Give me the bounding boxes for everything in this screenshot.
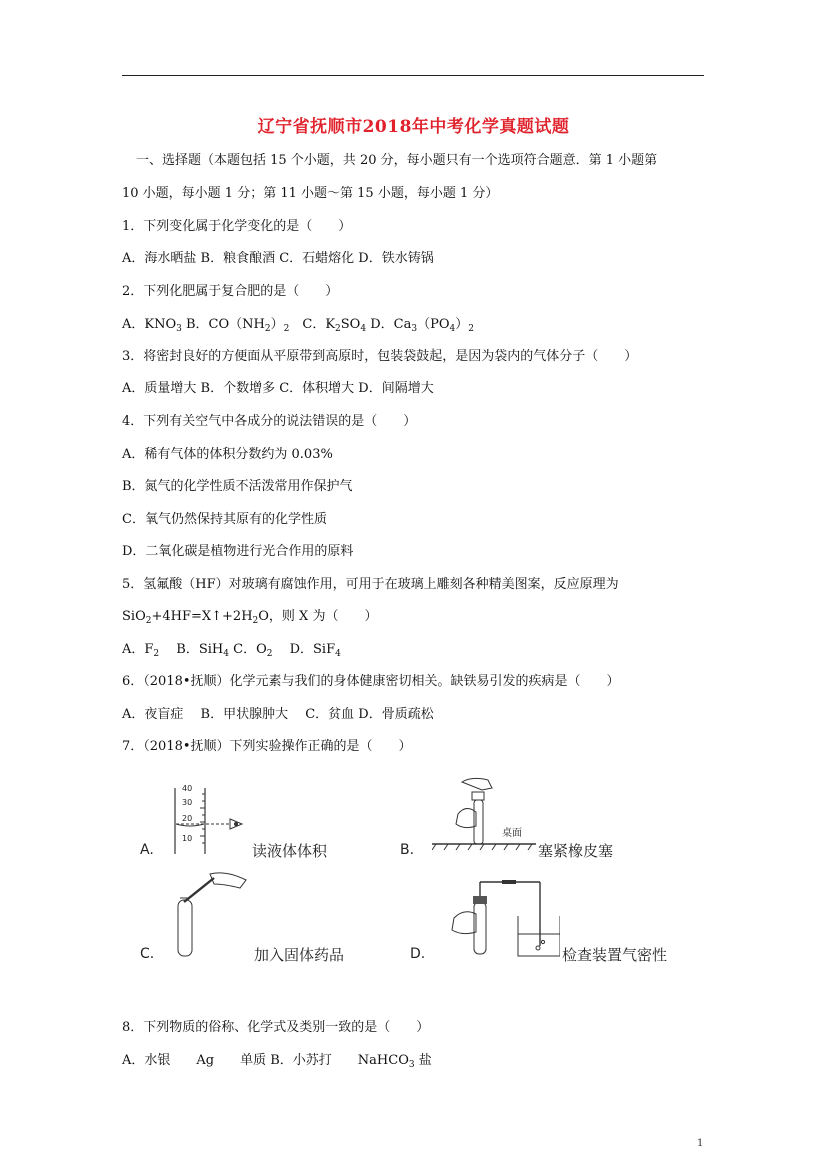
q3-stem: 3．将密封良好的方便面从平原带到高原时，包装袋鼓起，是因为袋内的气体分子（ ） <box>122 349 638 364</box>
fig-a-caption: 读液体体积 <box>252 842 328 860</box>
q5-options: A．$F_2$ B．SiH$_4$ C．$O_2$ D．SiF$_4$ <box>122 642 341 659</box>
page-number: 1 <box>697 1138 704 1149</box>
tick-label-40: 40 <box>182 784 193 793</box>
tick-label-20: 20 <box>182 814 193 823</box>
q4-option-b: B．氮气的化学性质不活泼常用作保护气 <box>122 479 353 494</box>
airtightness-figure <box>444 878 560 958</box>
q4-option-c: C．氧气仍然保持其原有的化学性质 <box>122 512 327 527</box>
stopper-test-tube-figure <box>432 774 536 854</box>
q1-stem: 1．下列变化属于化学变化的是（ ） <box>122 219 352 234</box>
graduated-cylinder-figure <box>160 782 260 856</box>
solid-reagent-figure <box>170 868 254 958</box>
q8-stem: 8．下列物质的俗称、化学式及类别一致的是（ ） <box>122 1020 430 1035</box>
fig-a-letter: A. <box>140 842 154 858</box>
section-intro-line1: 一、选择题（本题包括 15 个小题，共 20 分，每小题只有一个选项符合题意．第 1 小题第 <box>136 153 658 168</box>
q1-options: A．海水晒盐 B．粮食酿酒 C．石蜡熔化 D．铁水铸锅 <box>122 251 434 266</box>
fig-b-letter: B. <box>400 842 415 858</box>
table-label: 桌面 <box>502 828 522 839</box>
fig-d-letter: D. <box>410 946 426 962</box>
section-intro-line2: 10 小题，每小题 1 分；第 11 小题～第 15 小题，每小题 1 分） <box>122 186 499 201</box>
q6-stem: 6．（2018•抚顺）化学元素与我们的身体健康密切相关。缺铁易引发的疾病是（ ） <box>122 674 620 689</box>
q5-stem: 5．氢氟酸（HF）对玻璃有腐蚀作用，可用于在玻璃上雕刻各种精美图案，反应原理为 <box>122 577 619 592</box>
q4-option-a: A．稀有气体的体积分数约为 0.03% <box>122 447 333 462</box>
q2-stem: 2．下列化肥属于复合肥的是（ ） <box>122 284 339 299</box>
fig-b-caption: 塞紧橡皮塞 <box>538 842 614 860</box>
fig-c-caption: 加入固体药品 <box>254 946 345 964</box>
fig-d-caption: 检查装置气密性 <box>562 946 668 964</box>
q6-options: A．夜盲症 B．甲状腺肿大 C．贫血 D．骨质疏松 <box>122 707 434 722</box>
q2-options: A．$KNO_3$ B．$CO(NH_2)_2$ C．$K_2SO_4$ D．$Ca_3(PO_4)_2$ <box>122 317 474 334</box>
q8-options: A．水银 Ag 单质 B．小苏打 NaHCO$_3$ 盐 <box>122 1053 432 1070</box>
q7-stem: 7．（2018•抚顺）下列实验操作正确的是（ ） <box>122 739 412 754</box>
fig-c-letter: C. <box>140 946 155 962</box>
q3-options: A．质量增大 B．个数增多 C．体积增大 D．间隔增大 <box>122 381 434 396</box>
q5-equation: $SiO_2+4HF=X↑+2H_2O$，则 X 为（ ） <box>122 609 378 626</box>
q4-stem: 4．下列有关空气中各成分的说法错误的是（ ） <box>122 414 417 429</box>
tick-label-30: 30 <box>182 798 193 807</box>
tick-label-10: 10 <box>182 834 193 843</box>
page-title: 辽宁省抚顺市2018年中考化学真题试题 <box>257 117 570 137</box>
q4-option-d: D．二氧化碳是植物进行光合作用的原料 <box>122 544 354 559</box>
header-rule <box>122 75 704 76</box>
